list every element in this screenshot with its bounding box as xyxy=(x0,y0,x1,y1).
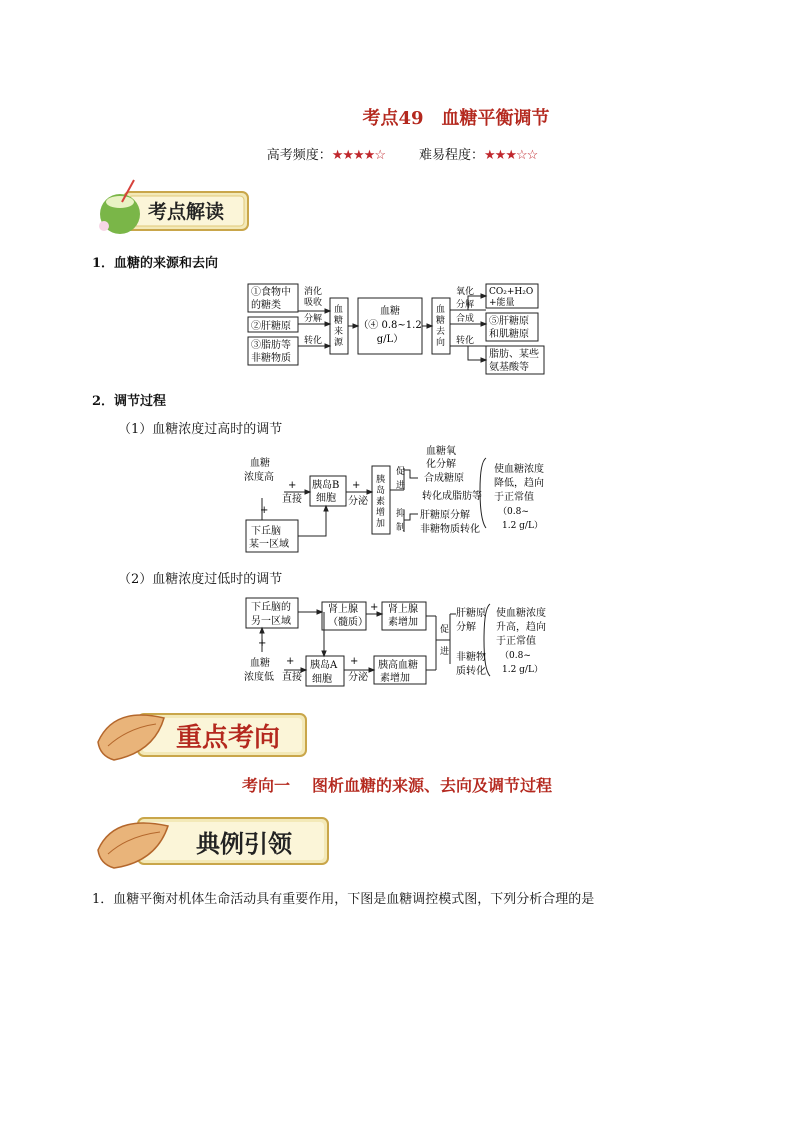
svg-text:胰: 胰 xyxy=(376,475,386,485)
svg-text:血糖: 血糖 xyxy=(250,658,270,669)
svg-text:（0.8~: （0.8~ xyxy=(498,507,529,517)
svg-text:消化: 消化 xyxy=(304,287,323,297)
svg-text:+: + xyxy=(352,480,361,491)
banner-dianli-text: 典例引领 xyxy=(196,829,292,858)
section1-heading: 1．血糖的来源和去向 xyxy=(92,256,219,271)
svg-text:降低，趋向: 降低，趋向 xyxy=(494,478,544,489)
source-glycogen: ②肝糖原 xyxy=(251,321,291,332)
svg-text:氨基酸等: 氨基酸等 xyxy=(489,362,529,373)
svg-text:直接: 直接 xyxy=(282,672,302,683)
svg-text:非糖物: 非糖物 xyxy=(456,652,486,663)
svg-text:（0.8~: （0.8~ xyxy=(500,651,531,661)
svg-text:加: 加 xyxy=(376,519,386,529)
svg-text:1.2 g/L）: 1.2 g/L） xyxy=(502,521,543,531)
svg-text:增: 增 xyxy=(376,508,386,518)
svg-text:合成: 合成 xyxy=(456,314,475,324)
banner-zhongdian-text: 重点考向 xyxy=(175,723,281,753)
svg-text:素增加: 素增加 xyxy=(380,673,410,684)
svg-text:+能量: +能量 xyxy=(489,298,515,308)
svg-text:+: + xyxy=(258,638,267,649)
svg-text:和肌糖原: 和肌糖原 xyxy=(489,329,529,340)
svg-text:血糖: 血糖 xyxy=(380,306,400,317)
svg-text:下丘脑: 下丘脑 xyxy=(251,526,281,537)
svg-text:分解: 分解 xyxy=(304,314,323,324)
svg-text:素增加: 素增加 xyxy=(388,617,418,628)
svg-text:化分解: 化分解 xyxy=(426,459,456,470)
source-nonsugar-1: ③脂肪等 xyxy=(251,340,291,351)
svg-text:制: 制 xyxy=(396,523,406,533)
svg-text:细胞: 细胞 xyxy=(312,674,332,685)
svg-text:转化成脂肪等: 转化成脂肪等 xyxy=(422,491,482,502)
svg-text:下丘脑的: 下丘脑的 xyxy=(251,602,291,613)
svg-text:浓度高: 浓度高 xyxy=(244,472,274,483)
svg-text:抑: 抑 xyxy=(396,509,406,519)
svg-text:素: 素 xyxy=(376,497,386,507)
svg-text:促: 促 xyxy=(396,467,406,477)
diagram-low-glucose xyxy=(240,594,580,690)
svg-text:肝糖原分解: 肝糖原分解 xyxy=(420,510,470,521)
svg-text:（髓质）: （髓质） xyxy=(328,617,368,628)
svg-text:肝糖原: 肝糖原 xyxy=(456,608,486,619)
svg-text:+: + xyxy=(288,480,297,491)
svg-text:于正常值: 于正常值 xyxy=(494,492,534,503)
section2-heading: 2．调节过程 xyxy=(92,394,167,409)
svg-text:胰岛A: 胰岛A xyxy=(310,660,338,671)
banner-kaodian xyxy=(94,178,252,238)
svg-text:血糖: 血糖 xyxy=(250,458,270,469)
svg-text:于正常值: 于正常值 xyxy=(496,636,536,647)
svg-text:进: 进 xyxy=(396,481,406,491)
svg-text:来: 来 xyxy=(334,327,344,337)
svg-text:另一区域: 另一区域 xyxy=(251,616,291,627)
diagram-source-destination xyxy=(246,282,546,376)
svg-text:升高，趋向: 升高，趋向 xyxy=(496,622,546,633)
svg-text:向: 向 xyxy=(436,338,446,348)
svg-text:细胞: 细胞 xyxy=(316,493,336,504)
svg-text:非糖物质转化: 非糖物质转化 xyxy=(420,524,480,535)
question-1: 1．血糖平衡对机体生命活动具有重要作用，下图是血糖调控模式图，下列分析合理的是 xyxy=(92,892,595,907)
svg-text:肾上腺: 肾上腺 xyxy=(388,604,418,615)
frequency-label: 高考频度： xyxy=(266,148,332,163)
svg-text:直接: 直接 xyxy=(282,494,302,505)
svg-text:g/L）: g/L） xyxy=(376,334,404,345)
svg-text:分解: 分解 xyxy=(456,300,475,310)
source-food-2: 的糖类 xyxy=(251,300,281,311)
source-nonsugar-2: 非糖物质 xyxy=(251,353,291,364)
svg-text:+: + xyxy=(286,656,295,667)
svg-text:分解: 分解 xyxy=(456,622,476,633)
svg-text:岛: 岛 xyxy=(376,486,386,496)
svg-text:+: + xyxy=(350,656,359,667)
svg-text:脂肪、某些: 脂肪、某些 xyxy=(489,349,539,360)
svg-text:质转化: 质转化 xyxy=(456,666,486,677)
frequency-stars: ★★★★☆ xyxy=(331,148,385,163)
page-title: 考点49 血糖平衡调节 xyxy=(362,108,550,129)
svg-text:⑤肝糖原: ⑤肝糖原 xyxy=(489,316,529,327)
svg-text:+: + xyxy=(260,505,269,516)
svg-text:糖: 糖 xyxy=(334,316,344,326)
svg-text:转化: 转化 xyxy=(456,336,475,346)
svg-text:血: 血 xyxy=(334,305,344,315)
svg-text:转化: 转化 xyxy=(304,336,323,346)
direction-title xyxy=(0,773,794,796)
svg-text:分泌: 分泌 xyxy=(348,672,368,683)
banner-zhongdian xyxy=(94,702,310,764)
svg-text:吸收: 吸收 xyxy=(304,298,323,308)
banner-kaodian-text: 考点解读 xyxy=(147,201,225,223)
difficulty-label: 难易程度： xyxy=(419,148,485,163)
sub-high-heading: （1）血糖浓度过高时的调节 xyxy=(118,422,283,437)
svg-text:CO₂+H₂O: CO₂+H₂O xyxy=(489,287,534,297)
direction-text: 图析血糖的来源、去向及调节过程 xyxy=(312,776,553,795)
difficulty-stars: ★★★☆☆ xyxy=(484,148,538,163)
svg-text:使血糖浓度: 使血糖浓度 xyxy=(494,464,544,475)
svg-text:血糖氧: 血糖氧 xyxy=(426,446,456,457)
svg-text:某一区域: 某一区域 xyxy=(249,539,289,550)
svg-text:去: 去 xyxy=(436,327,446,337)
svg-text:进: 进 xyxy=(440,647,450,657)
svg-text:血: 血 xyxy=(436,305,446,315)
svg-text:糖: 糖 xyxy=(436,316,446,326)
svg-text:源: 源 xyxy=(334,338,344,348)
svg-text:合成糖原: 合成糖原 xyxy=(424,473,464,484)
svg-text:促: 促 xyxy=(440,625,450,635)
svg-text:胰岛B: 胰岛B xyxy=(312,480,340,491)
svg-text:使血糖浓度: 使血糖浓度 xyxy=(496,608,546,619)
banner-dianli xyxy=(94,810,334,872)
svg-text:+: + xyxy=(370,602,379,613)
svg-text:分泌: 分泌 xyxy=(348,496,368,507)
source-food-1: ①食物中 xyxy=(251,287,291,298)
svg-text:浓度低: 浓度低 xyxy=(244,672,274,683)
rating-row xyxy=(0,144,794,163)
svg-text:（④ 0.8~1.2: （④ 0.8~1.2 xyxy=(358,320,422,331)
svg-text:氧化: 氧化 xyxy=(456,287,475,297)
direction-num: 考向一 xyxy=(241,776,290,795)
svg-text:肾上腺: 肾上腺 xyxy=(328,604,358,615)
svg-text:1.2 g/L）: 1.2 g/L） xyxy=(502,665,543,675)
svg-text:胰高血糖: 胰高血糖 xyxy=(378,660,418,671)
sub-low-heading: （2）血糖浓度过低时的调节 xyxy=(118,572,283,587)
diagram-high-glucose xyxy=(240,440,580,558)
